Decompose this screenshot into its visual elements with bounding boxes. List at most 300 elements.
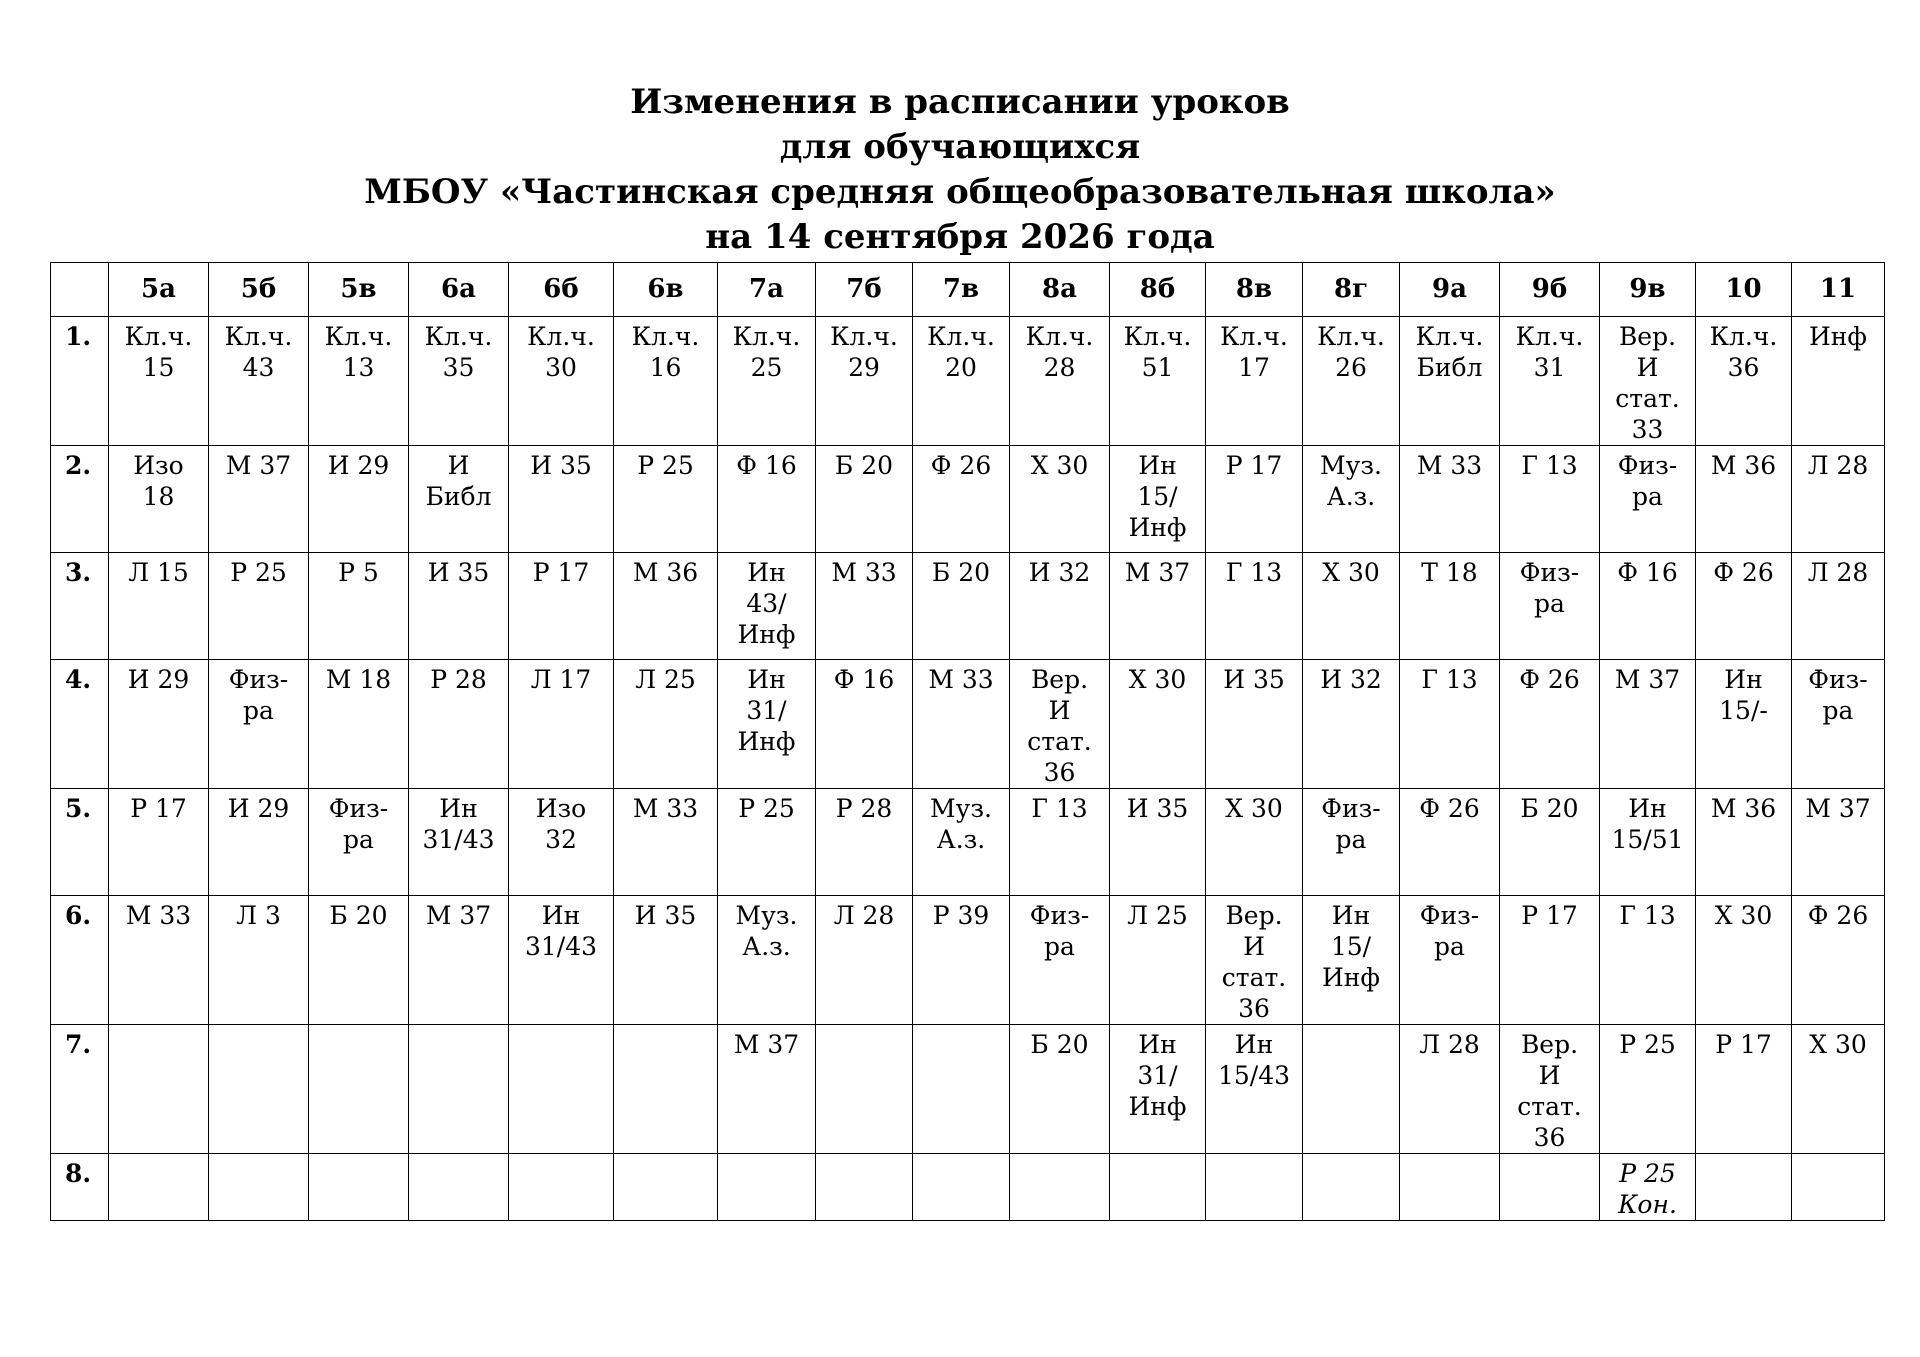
lesson-text: И 32 <box>1028 558 1091 587</box>
lesson-cell <box>1206 660 1303 789</box>
lesson-number-text: 5. <box>65 794 92 823</box>
lesson-text: Б 20 <box>1030 1030 1089 1059</box>
lesson-cell <box>209 1154 309 1221</box>
lesson-text <box>309 1025 408 1029</box>
lesson-cell <box>614 317 718 446</box>
lesson-cell <box>1500 446 1600 553</box>
lesson-text: Кл.ч. 35 <box>424 322 493 382</box>
lesson-text: Ин 31/43 <box>524 901 598 961</box>
lesson-text: Х 30 <box>1714 901 1773 930</box>
class-header: 9в <box>1600 263 1696 317</box>
lesson-text: Л 15 <box>128 558 189 587</box>
lesson-cell <box>309 446 409 553</box>
lesson-text: М 33 <box>928 665 994 694</box>
lesson-text: И Библ <box>425 451 492 511</box>
lesson-text: Р 17 <box>1521 901 1578 930</box>
lesson-text: Ин 15/51 <box>1611 794 1684 854</box>
lesson-cell <box>1110 1154 1206 1221</box>
lesson-text: Ф 26 <box>1519 665 1580 694</box>
lesson-text <box>1303 1025 1399 1029</box>
lesson-cell <box>614 660 718 789</box>
lesson-number <box>51 789 109 896</box>
lesson-cell <box>309 789 409 896</box>
lesson-row <box>51 446 1885 553</box>
lesson-cell <box>816 660 913 789</box>
lesson-cell <box>1010 896 1110 1025</box>
lesson-text: Ин 15/- <box>1719 665 1768 725</box>
lesson-number-text: 8. <box>65 1159 92 1188</box>
lesson-text: М 37 <box>1805 794 1871 823</box>
lesson-text <box>614 1154 717 1158</box>
lesson-text: Ф 26 <box>1419 794 1480 823</box>
lesson-text: Г 13 <box>1225 558 1283 587</box>
lesson-text: Ин 15/ Инф <box>1128 451 1187 542</box>
lesson-text: Инф <box>1808 322 1868 351</box>
lesson-cell <box>409 789 509 896</box>
lesson-text: Л 25 <box>635 665 696 694</box>
lesson-text: Л 28 <box>1419 1030 1480 1059</box>
class-header: 8г <box>1303 263 1400 317</box>
lesson-cell <box>1500 896 1600 1025</box>
lesson-text: Физ- ра <box>1321 794 1381 854</box>
lesson-text: Изо 18 <box>133 451 184 511</box>
lesson-cell <box>718 789 816 896</box>
lesson-cell <box>718 553 816 660</box>
lesson-cell <box>1110 553 1206 660</box>
lesson-text: Ин 31/ Инф <box>737 665 796 756</box>
lesson-row <box>51 317 1885 446</box>
document-title <box>0 80 1920 260</box>
lesson-text: Муз. А.з. <box>1320 451 1382 511</box>
lesson-cell <box>509 660 614 789</box>
lesson-text <box>109 1154 208 1158</box>
lesson-cell <box>509 553 614 660</box>
lesson-number <box>51 1154 109 1221</box>
lesson-text: Физ- ра <box>328 794 389 854</box>
lesson-cell <box>1500 1025 1600 1154</box>
lesson-text <box>1010 1154 1109 1158</box>
lesson-text: И 35 <box>427 558 490 587</box>
lesson-cell <box>209 896 309 1025</box>
lesson-cell <box>1400 789 1500 896</box>
lesson-cell <box>209 660 309 789</box>
lesson-cell <box>718 896 816 1025</box>
lesson-text: М 33 <box>125 901 192 930</box>
lesson-cell <box>1500 789 1600 896</box>
lesson-cell <box>1010 660 1110 789</box>
lesson-cell <box>1110 896 1206 1025</box>
lesson-number <box>51 896 109 1025</box>
lesson-cell <box>409 896 509 1025</box>
lesson-cell <box>1110 789 1206 896</box>
class-header: 5в <box>309 263 409 317</box>
lesson-text <box>209 1025 308 1029</box>
schedule-body <box>51 317 1885 1221</box>
lesson-cell <box>1400 660 1500 789</box>
lesson-text: Кл.ч. 43 <box>224 322 293 382</box>
lesson-text: Р 28 <box>835 794 893 823</box>
lesson-cell <box>913 1154 1010 1221</box>
class-header: 8в <box>1206 263 1303 317</box>
lesson-cell <box>509 1154 614 1221</box>
lesson-text: Р 25 Кон. <box>1618 1159 1677 1219</box>
lesson-number-text: 4. <box>65 665 92 694</box>
lesson-text: М 37 <box>425 901 492 930</box>
lesson-cell <box>1010 446 1110 553</box>
lesson-text: Ин 31/43 <box>422 794 495 854</box>
lesson-number-text: 3. <box>65 558 92 587</box>
lesson-cell <box>1303 660 1400 789</box>
class-header: 5б <box>209 263 309 317</box>
lesson-text: Р 17 <box>1715 1030 1772 1059</box>
lesson-cell <box>913 660 1010 789</box>
lesson-cell <box>1400 317 1500 446</box>
lesson-cell <box>1110 446 1206 553</box>
lesson-text: Физ- ра <box>1419 901 1480 961</box>
lesson-cell <box>1303 1154 1400 1221</box>
lesson-cell <box>1206 896 1303 1025</box>
lesson-text: Вер. И стат. 36 <box>1517 1030 1582 1152</box>
title-line-1: Изменения в расписании уроков <box>630 82 1290 122</box>
lesson-text: Муз. А.з. <box>930 794 992 854</box>
lesson-text <box>209 1154 308 1158</box>
class-header: 6а <box>409 263 509 317</box>
lesson-cell <box>1792 1154 1885 1221</box>
lesson-cell <box>109 317 209 446</box>
lesson-text: Р 5 <box>338 558 379 587</box>
lesson-cell <box>1303 553 1400 660</box>
lesson-text: И 35 <box>1126 794 1189 823</box>
lesson-text <box>1206 1154 1302 1158</box>
lesson-text: Муз. А.з. <box>735 901 798 961</box>
lesson-cell <box>1500 317 1600 446</box>
lesson-text <box>913 1154 1009 1158</box>
lesson-text: Г 13 <box>1521 451 1578 480</box>
lesson-text: Ин 31/ Инф <box>1128 1030 1187 1121</box>
lesson-cell <box>1303 789 1400 896</box>
lesson-text: Кл.ч. 13 <box>324 322 393 382</box>
lesson-text <box>1500 1154 1599 1158</box>
lesson-cell <box>409 317 509 446</box>
lesson-cell <box>614 1025 718 1154</box>
lesson-cell <box>1600 789 1696 896</box>
lesson-cell <box>913 896 1010 1025</box>
lesson-cell <box>718 317 816 446</box>
lesson-text: Л 28 <box>833 901 895 930</box>
title-line-3: МБОУ «Частинская средняя общеобразовательная школа» <box>364 172 1556 212</box>
lesson-cell <box>816 789 913 896</box>
lesson-text: И 32 <box>1320 665 1382 694</box>
lesson-cell <box>1500 660 1600 789</box>
lesson-number <box>51 553 109 660</box>
lesson-cell <box>209 317 309 446</box>
lesson-text: Ин 43/ Инф <box>737 558 796 649</box>
lesson-cell <box>1303 446 1400 553</box>
lesson-number-text: 1. <box>65 322 92 351</box>
header-row <box>51 263 1885 317</box>
class-header: 5а <box>109 263 209 317</box>
lesson-text: Ф 16 <box>833 665 895 694</box>
lesson-cell <box>1303 1025 1400 1154</box>
lesson-text: Ин 15/ Инф <box>1321 901 1381 992</box>
lesson-cell <box>1400 553 1500 660</box>
lesson-cell <box>1010 553 1110 660</box>
class-header: 6в <box>614 263 718 317</box>
lesson-text <box>816 1154 912 1158</box>
lesson-cell <box>209 446 309 553</box>
lesson-text: Р 25 <box>230 558 287 587</box>
lesson-cell <box>309 553 409 660</box>
lesson-cell <box>1792 553 1885 660</box>
lesson-text: И 29 <box>327 451 390 480</box>
lesson-cell <box>1792 317 1885 446</box>
lesson-cell <box>718 446 816 553</box>
lesson-cell <box>1696 1025 1792 1154</box>
lesson-cell <box>1600 317 1696 446</box>
lesson-cell <box>614 1154 718 1221</box>
lesson-cell <box>913 317 1010 446</box>
lesson-text: Б 20 <box>931 558 991 587</box>
lesson-cell <box>509 896 614 1025</box>
lesson-cell <box>816 896 913 1025</box>
lesson-text: Физ- ра <box>1029 901 1090 961</box>
lesson-text: Кл.ч. 25 <box>732 322 801 382</box>
lesson-number <box>51 446 109 553</box>
lesson-row <box>51 1025 1885 1154</box>
lesson-text <box>614 1025 717 1029</box>
lesson-row <box>51 660 1885 789</box>
lesson-cell <box>1206 317 1303 446</box>
lesson-cell <box>1696 896 1792 1025</box>
lesson-cell <box>614 553 718 660</box>
lesson-text: Кл.ч. 36 <box>1709 322 1778 382</box>
lesson-text: М 36 <box>1710 451 1777 480</box>
lesson-cell <box>1010 1154 1110 1221</box>
lesson-cell <box>109 446 209 553</box>
lesson-cell <box>1500 553 1600 660</box>
lesson-text <box>509 1025 613 1029</box>
lesson-cell <box>1303 317 1400 446</box>
lesson-cell <box>913 789 1010 896</box>
class-header: 11 <box>1792 263 1885 317</box>
lesson-text: Кл.ч. 29 <box>830 322 898 382</box>
lesson-number-text: 6. <box>65 901 92 930</box>
lesson-cell <box>1696 1154 1792 1221</box>
lesson-text: Р 28 <box>430 665 487 694</box>
lesson-text: Кл.ч. 51 <box>1123 322 1192 382</box>
class-header: 8б <box>1110 263 1206 317</box>
lesson-text <box>1400 1154 1499 1158</box>
lesson-cell <box>409 1025 509 1154</box>
lesson-cell <box>816 317 913 446</box>
lesson-cell <box>816 1154 913 1221</box>
lesson-cell <box>1696 317 1792 446</box>
corner-cell <box>51 263 109 317</box>
lesson-row <box>51 789 1885 896</box>
lesson-text: М 33 <box>831 558 897 587</box>
class-header: 7б <box>816 263 913 317</box>
lesson-text: Ф 16 <box>736 451 797 480</box>
lesson-text: М 36 <box>632 558 699 587</box>
lesson-text <box>409 1154 508 1158</box>
lesson-text: М 33 <box>632 794 699 823</box>
lesson-text: Ф 26 <box>930 451 992 480</box>
lesson-text: Б 20 <box>329 901 388 930</box>
lesson-text: Г 13 <box>1619 901 1676 930</box>
lesson-cell <box>509 1025 614 1154</box>
lesson-row <box>51 1154 1885 1221</box>
lesson-cell <box>1600 553 1696 660</box>
lesson-text: Г 13 <box>1421 665 1478 694</box>
lesson-cell <box>409 446 509 553</box>
lesson-cell <box>109 553 209 660</box>
lesson-text: Ф 26 <box>1807 901 1869 930</box>
lesson-text: Физ- ра <box>1617 451 1678 511</box>
lesson-number-text: 7. <box>65 1030 92 1059</box>
lesson-text: Вер. И стат. 36 <box>1221 901 1287 1023</box>
class-header: 9б <box>1500 263 1600 317</box>
lesson-text: Кл.ч. 31 <box>1515 322 1584 382</box>
lesson-cell <box>1696 446 1792 553</box>
lesson-cell <box>309 1025 409 1154</box>
lesson-cell <box>1010 1025 1110 1154</box>
lesson-cell <box>718 660 816 789</box>
lesson-text: Кл.ч. 17 <box>1220 322 1288 382</box>
lesson-text <box>509 1154 613 1158</box>
lesson-number <box>51 1025 109 1154</box>
lesson-cell <box>913 446 1010 553</box>
lesson-cell <box>913 553 1010 660</box>
lesson-cell <box>1600 660 1696 789</box>
lesson-cell <box>1206 1154 1303 1221</box>
lesson-text: Г 13 <box>1031 794 1088 823</box>
lesson-cell <box>509 446 614 553</box>
lesson-cell <box>1792 1025 1885 1154</box>
lesson-cell <box>1206 1025 1303 1154</box>
lesson-text: Р 25 <box>1619 1030 1676 1059</box>
class-header: 7а <box>718 263 816 317</box>
lesson-number <box>51 317 109 446</box>
title-line-4: на 14 сентября 2026 года <box>705 217 1215 257</box>
lesson-cell <box>1600 896 1696 1025</box>
lesson-text: Физ- ра <box>1808 665 1868 725</box>
lesson-text: Физ- ра <box>228 665 289 725</box>
lesson-text: И 29 <box>127 665 190 694</box>
lesson-cell <box>309 896 409 1025</box>
lesson-cell <box>1500 1154 1600 1221</box>
lesson-text: Р 25 <box>637 451 694 480</box>
lesson-text: М 37 <box>225 451 292 480</box>
lesson-text: Изо 32 <box>535 794 587 854</box>
lesson-text <box>1696 1154 1791 1158</box>
lesson-text: Физ- ра <box>1519 558 1580 618</box>
lesson-text: М 36 <box>1710 794 1777 823</box>
lesson-text: И 35 <box>530 451 592 480</box>
lesson-text: Р 17 <box>130 794 187 823</box>
lesson-cell <box>1110 1025 1206 1154</box>
lesson-text <box>1110 1154 1205 1158</box>
lesson-text <box>913 1025 1009 1029</box>
lesson-cell <box>1400 446 1500 553</box>
lesson-cell <box>1696 660 1792 789</box>
lesson-cell <box>409 1154 509 1221</box>
lesson-number <box>51 660 109 789</box>
lesson-cell <box>1600 1154 1696 1221</box>
lesson-text: Кл.ч. 28 <box>1025 322 1094 382</box>
lesson-text: Ф 16 <box>1617 558 1678 587</box>
lesson-cell <box>109 1025 209 1154</box>
lesson-text: Х 30 <box>1128 665 1187 694</box>
lesson-text <box>718 1154 815 1158</box>
lesson-text: М 18 <box>325 665 392 694</box>
lesson-text: Л 3 <box>236 901 281 930</box>
lesson-text: Л 25 <box>1127 901 1188 930</box>
lesson-text: Т 18 <box>1421 558 1478 587</box>
lesson-cell <box>1400 1025 1500 1154</box>
lesson-text: И 35 <box>634 901 697 930</box>
class-header: 6б <box>509 263 614 317</box>
lesson-text <box>1792 1154 1884 1158</box>
lesson-cell <box>209 1025 309 1154</box>
lesson-text <box>309 1154 408 1158</box>
lesson-text: Кл.ч. 15 <box>124 322 193 382</box>
lesson-text: Р 17 <box>532 558 590 587</box>
lesson-cell <box>509 789 614 896</box>
lesson-cell <box>209 553 309 660</box>
lesson-cell <box>109 660 209 789</box>
lesson-text: Кл.ч. 16 <box>631 322 700 382</box>
lesson-cell <box>816 1025 913 1154</box>
lesson-cell <box>1400 1154 1500 1221</box>
lesson-cell <box>409 660 509 789</box>
lesson-cell <box>1600 1025 1696 1154</box>
lesson-cell <box>614 446 718 553</box>
lesson-cell <box>1110 317 1206 446</box>
lesson-cell <box>1696 553 1792 660</box>
lesson-cell <box>718 1025 816 1154</box>
lesson-text: Ин 15/43 <box>1217 1030 1291 1090</box>
lesson-cell <box>409 553 509 660</box>
lesson-cell <box>309 317 409 446</box>
lesson-text: М 37 <box>1124 558 1191 587</box>
lesson-text: Л 28 <box>1807 451 1869 480</box>
lesson-text: Р 39 <box>932 901 990 930</box>
lesson-text: Х 30 <box>1322 558 1380 587</box>
lesson-text: Р 25 <box>738 794 795 823</box>
lesson-cell <box>1303 896 1400 1025</box>
lesson-cell <box>1400 896 1500 1025</box>
lesson-cell <box>109 789 209 896</box>
lesson-cell <box>816 553 913 660</box>
lesson-cell <box>614 896 718 1025</box>
lesson-cell <box>209 789 309 896</box>
lesson-row <box>51 896 1885 1025</box>
lesson-cell <box>1110 660 1206 789</box>
lesson-text: И 29 <box>227 794 290 823</box>
lesson-cell <box>1792 446 1885 553</box>
lesson-cell <box>1792 789 1885 896</box>
lesson-cell <box>1206 553 1303 660</box>
schedule-table <box>50 262 1885 1221</box>
lesson-cell <box>1792 896 1885 1025</box>
class-header: 9а <box>1400 263 1500 317</box>
lesson-text: Л 28 <box>1807 558 1869 587</box>
lesson-cell <box>109 1154 209 1221</box>
lesson-cell <box>509 317 614 446</box>
lesson-text <box>409 1025 508 1029</box>
lesson-text: М 37 <box>733 1030 800 1059</box>
class-header: 7в <box>913 263 1010 317</box>
